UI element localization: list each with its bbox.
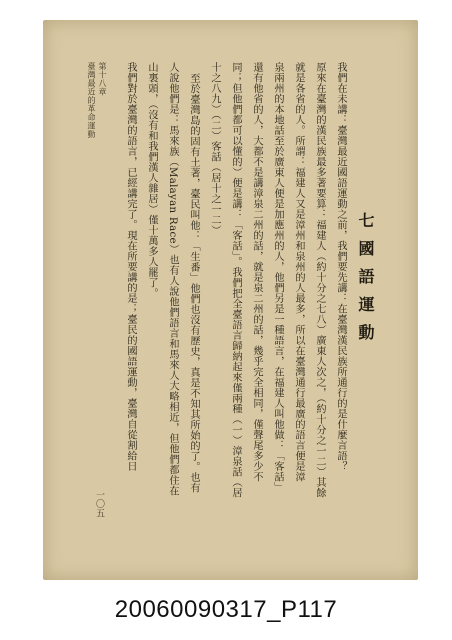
text-line-6: 同；但他們都可以懂的）便是講：「客話」。我們把全臺語言歸納起來僅兩種（一）漳泉話（居 xyxy=(230,62,241,498)
text-line-9: 人說他們是：馬來族（Malayan Race）也有人說他們語言和馬來人大略相近，但他們都住在 xyxy=(167,62,178,496)
text-line-4: 泉兩州的本地話至於廣東人便是加應州的人，他們另是一種語言，在福建人叫他做：「客話」 xyxy=(272,62,283,493)
text-line-11: 我們對於臺灣的語言，已經講完了。現在所要講的是；臺民的國語運動，臺灣自從割給日 xyxy=(125,62,136,472)
text-line-3: 就是各省的人。所謂：福建人又是漳州和泉州的人最多，所以在臺灣通行最廣的語言便是漳 xyxy=(293,62,304,482)
running-head-chapter: 第十八章 xyxy=(98,62,107,96)
text-line-1: 我們在未講：臺灣最近國語運動之前，我們要先講：在臺灣漢民族所通行的是什麼言語？ xyxy=(335,62,346,472)
text-line-7: 十之八九）（二）客話（居十之一二） xyxy=(209,62,220,236)
text-line-10: 山裏頭，（沒有和我們漢人雜居）僅十萬多人罷了。 xyxy=(146,62,157,299)
image-caption: 20060090317_P117 xyxy=(114,596,338,623)
page-number: 一〇五 xyxy=(94,490,104,518)
text-line-8: 至於臺灣島的固有土著，臺民叫他：「生番」他們也沒有歷史，真是不知其所始的了。也有 xyxy=(188,73,199,493)
text-line-5: 還有他省的人，大都不是講漳泉二州的話，就是泉二州的話，幾乎完全相同，僅聲尾多少不 xyxy=(251,62,262,482)
book-page xyxy=(43,20,418,580)
text-line-2: 原來在臺灣的漢民族最多著要算：福建人（約十分之七八）廣東人次之，（約十分之一二）其餘 xyxy=(314,62,325,498)
running-head-title: 臺灣最近的革命運動 xyxy=(87,62,96,139)
section-title: 七國語運動 xyxy=(356,212,375,352)
